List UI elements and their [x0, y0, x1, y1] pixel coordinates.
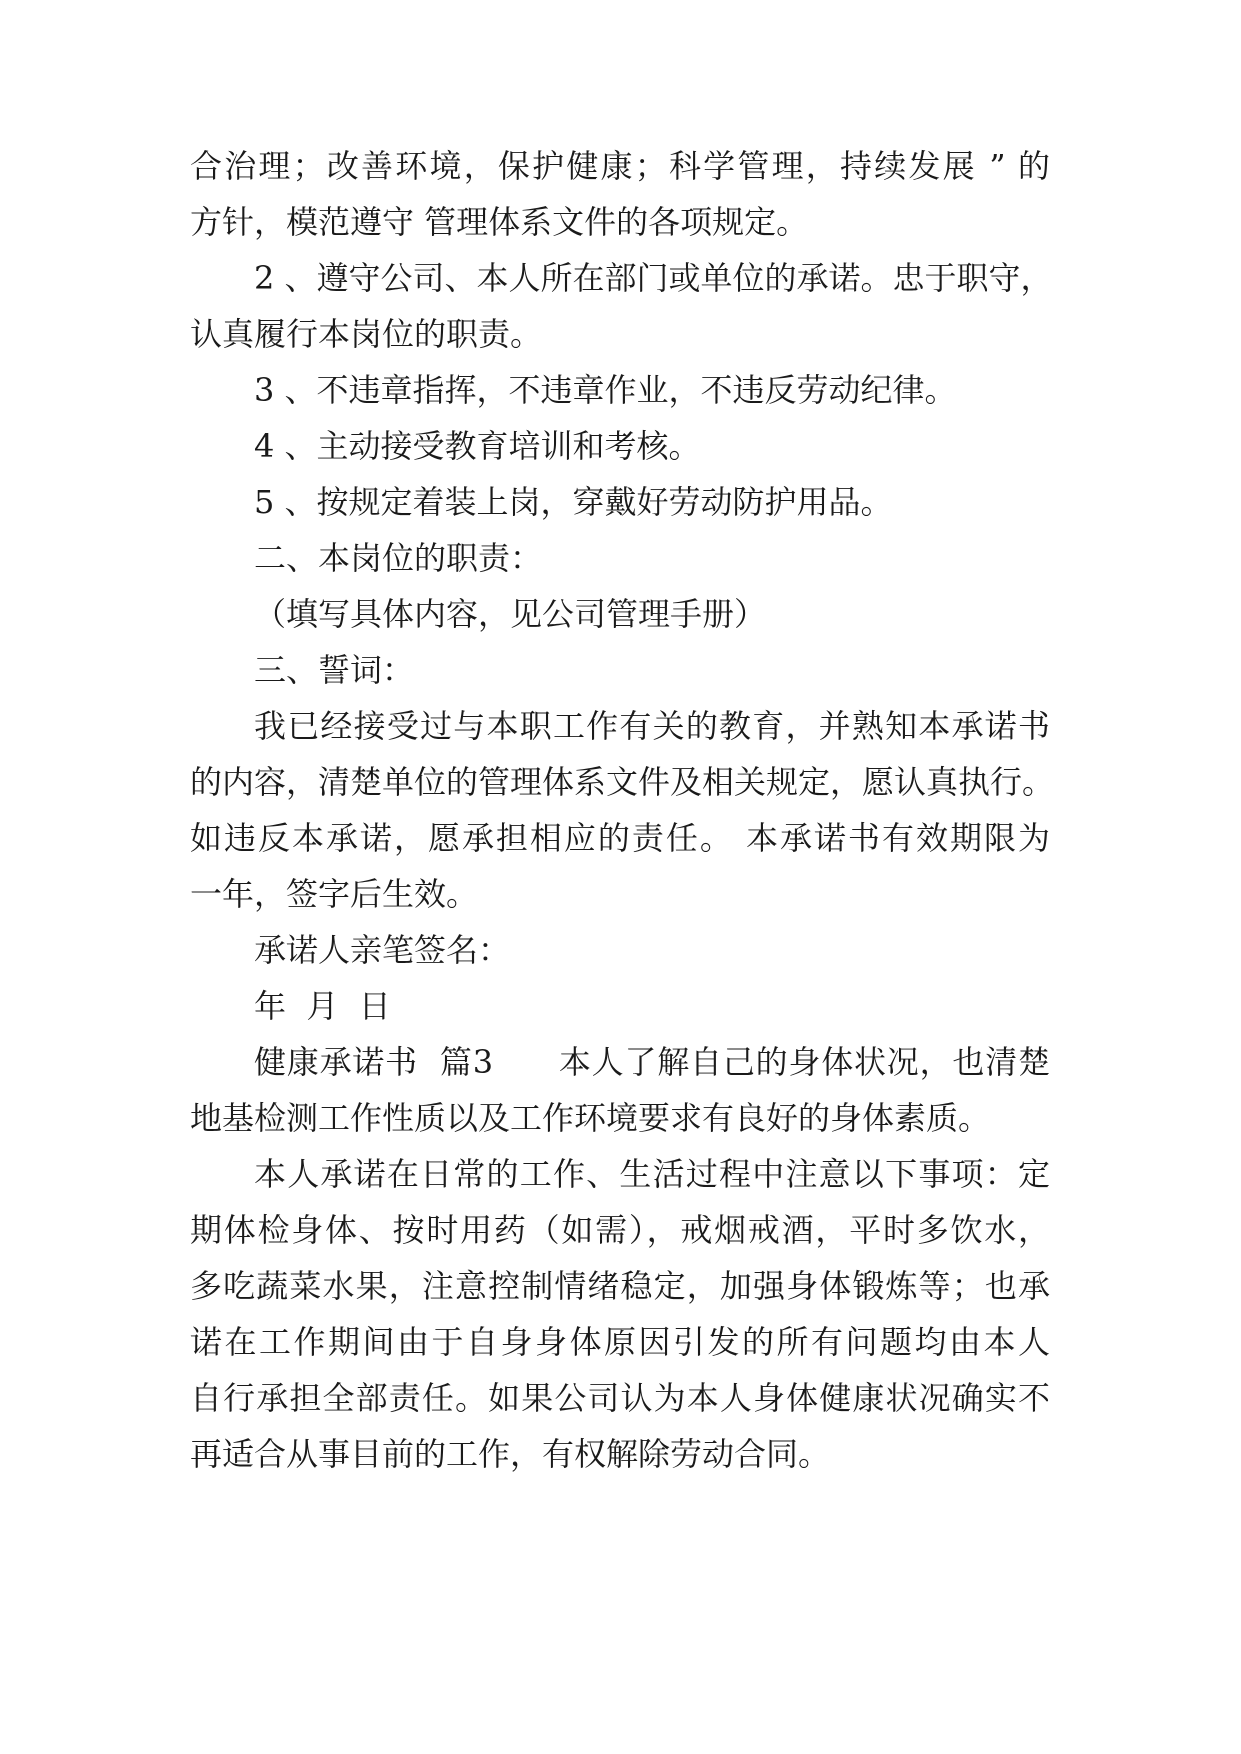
text-line-7: 5 、按规定着装上岗，穿戴好劳动防护用品。: [254, 483, 893, 521]
text-line-18: 地基检测工作性质以及工作环境要求有良好的身体素质。: [190, 1099, 991, 1137]
text-line-24: 再适合从事目前的工作，有权解除劳动合同。: [190, 1435, 831, 1473]
text-line-21: 多吃蔬菜水果，注意控制情绪稳定，加强身体锻炼等；也承: [190, 1267, 1050, 1305]
text-line-5: 3 、不违章指挥，不违章作业，不违反劳动纪律。: [254, 371, 957, 409]
text-line-12: 的内容，清楚单位的管理体系文件及相关规定，愿认真执行。: [190, 763, 1055, 801]
section-heading-oath: 三、誓词：: [254, 651, 415, 689]
text-line-2: 方针，模范遵守 管理体系文件的各项规定。: [190, 203, 809, 241]
signature-label: 承诺人亲笔签名：: [254, 931, 511, 969]
text-line-23: 自行承担全部责任。如果公司认为本人身体健康状况确实不: [190, 1379, 1050, 1417]
text-line-4: 认真履行本岗位的职责。: [190, 315, 543, 353]
text-line-1: 合治理；改善环境，保护健康；科学管理，持续发展 ” 的: [190, 147, 1050, 185]
text-line-6: 4 、主动接受教育培训和考核。: [254, 427, 701, 465]
text-line-9: （填写具体内容，见公司管理手册）: [254, 595, 767, 633]
text-line-22: 诺在工作期间由于自身身体原因引发的所有问题均由本人: [190, 1323, 1050, 1361]
text-line-11: 我已经接受过与本职工作有关的教育，并熟知本承诺书: [254, 707, 1050, 745]
text-line-19: 本人承诺在日常的工作、生活过程中注意以下事项：定: [254, 1155, 1050, 1193]
section-heading-duties: 二、本岗位的职责：: [254, 539, 543, 577]
text-line-17: 健康承诺书 篇3 本人了解自己的身体状况，也清楚: [254, 1043, 1050, 1081]
text-line-14: 一年，签字后生效。: [190, 875, 479, 913]
text-line-20: 期体检身体、按时用药（如需），戒烟戒酒，平时多饮水，: [190, 1211, 1050, 1249]
text-line-13: 如违反本承诺，愿承担相应的责任。 本承诺书有效期限为: [190, 819, 1050, 857]
text-line-3: 2 、遵守公司、本人所在部门或单位的承诺。忠于职守，: [254, 259, 1053, 297]
date-label: 年 月 日: [254, 987, 391, 1025]
